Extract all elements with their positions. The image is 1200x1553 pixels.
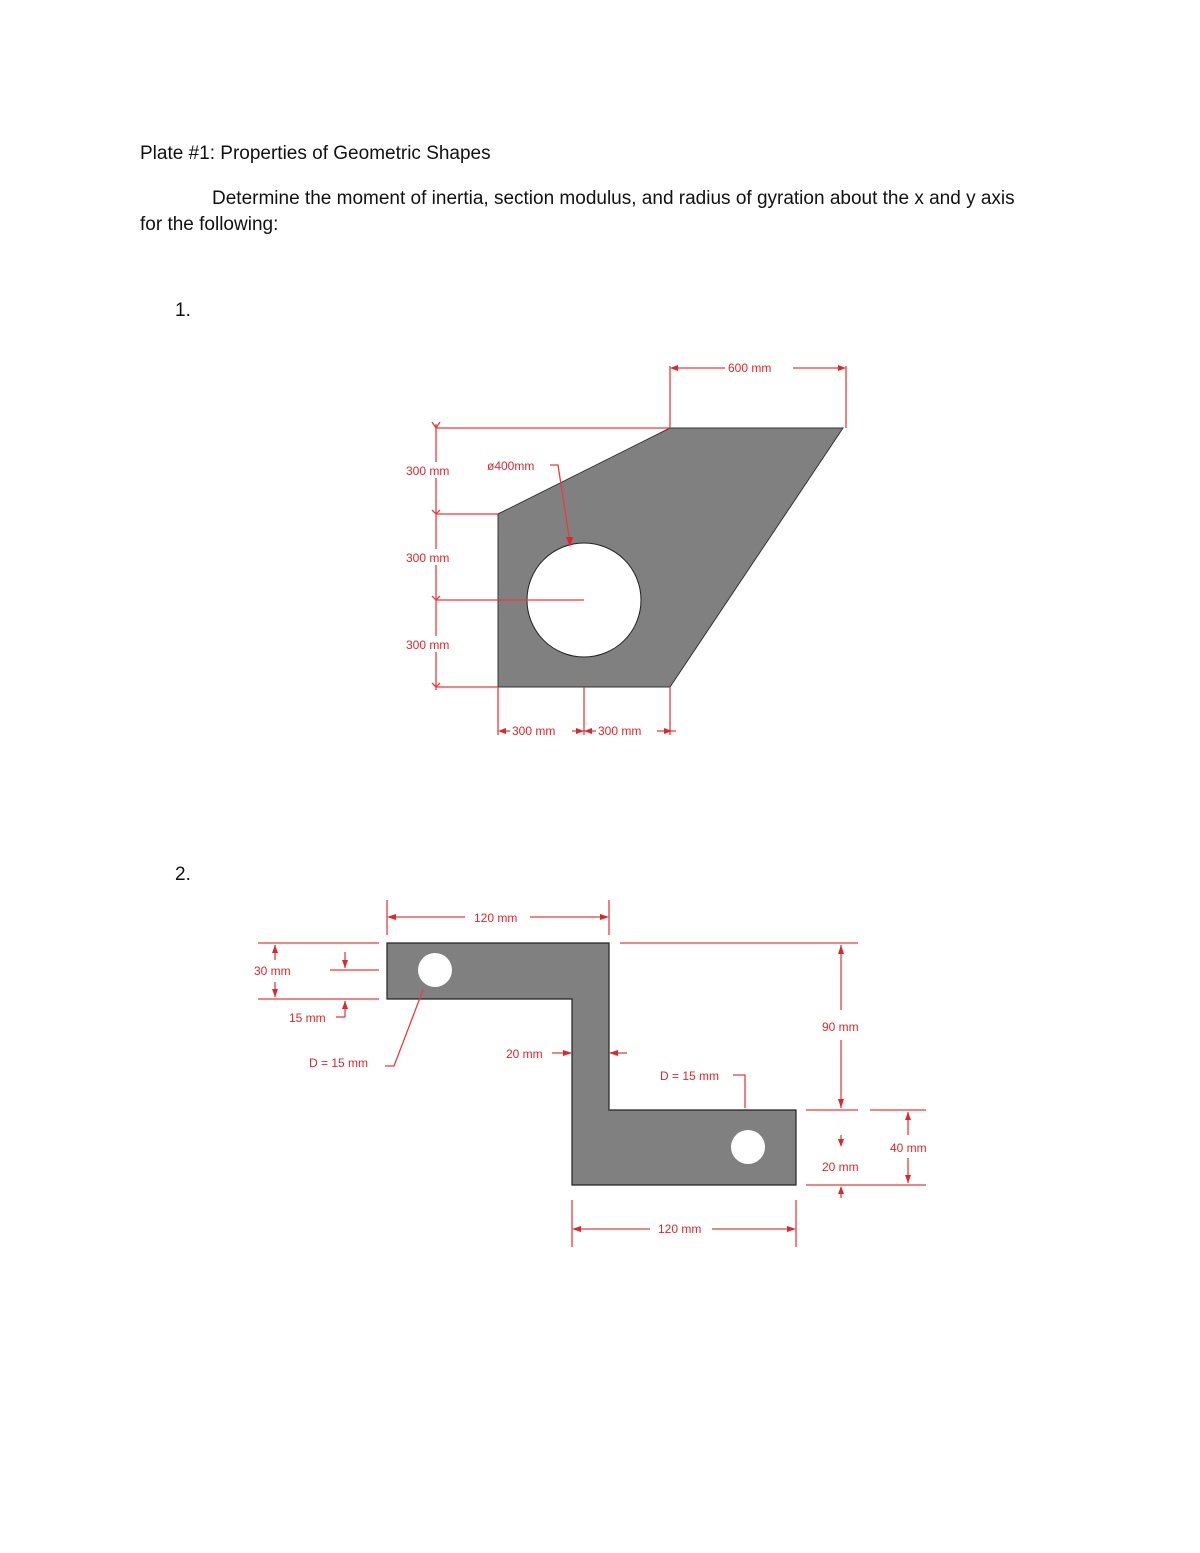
figure-2-right-height-label: 90 mm bbox=[822, 1020, 859, 1034]
figure-2-hole-left-label: D = 15 mm bbox=[309, 1056, 369, 1070]
figure-2-flange-total-label: 40 mm bbox=[890, 1141, 927, 1155]
figure-2-hole-right-callout bbox=[660, 1069, 745, 1108]
figure-1-bottom-left-label: 300 mm bbox=[512, 724, 556, 738]
figure-2-hole-right-label: D = 15 mm bbox=[660, 1069, 720, 1083]
figure-2-top-dimension bbox=[387, 900, 609, 935]
figure-2-left-height-dimension bbox=[254, 943, 379, 999]
instruction-text: Determine the moment of inertia, section modulus, and radius of gyration about the x and y axis for the following: bbox=[140, 188, 1015, 235]
figure-2-bottom-dimension bbox=[572, 1200, 796, 1247]
page-title: Plate #1: Properties of Geometric Shapes bbox=[140, 143, 491, 164]
figure-1-bottom-dimension bbox=[498, 687, 676, 738]
figure-1-height-3-label: 300 mm bbox=[406, 638, 450, 652]
problem-2-number: 2. bbox=[175, 864, 191, 885]
figure-2-hole-left-callout bbox=[309, 990, 423, 1070]
figure-1-bottom-right-label: 300 mm bbox=[598, 724, 642, 738]
figure-1-height-1-label: 300 mm bbox=[406, 464, 450, 478]
figure-2-left-height-label: 30 mm bbox=[254, 964, 291, 978]
problem-1-number: 1. bbox=[175, 300, 191, 321]
figure-1-top-dimension bbox=[670, 361, 846, 428]
figure-2-hole-offset-dimension bbox=[289, 952, 379, 1025]
figure-2-hole-right bbox=[731, 1130, 765, 1164]
figure-2-top-width-label: 120 mm bbox=[474, 911, 518, 925]
figure-1-diameter-label: ø400mm bbox=[487, 459, 535, 473]
figure-2-hole-offset-label: 15 mm bbox=[289, 1011, 326, 1025]
figure-2-right-height-dimension bbox=[620, 943, 859, 1110]
figure-2-hole-left bbox=[418, 953, 452, 987]
figure-2-bottom-offset-label: 20 mm bbox=[822, 1160, 859, 1174]
figure-2-bottom-width-label: 120 mm bbox=[658, 1222, 702, 1236]
figure-2-web-thickness-label: 20 mm bbox=[506, 1047, 543, 1061]
figure-1-top-width-label: 600 mm bbox=[728, 361, 772, 375]
figure-2-flange-dimension bbox=[806, 1110, 927, 1198]
figure-1-height-2-label: 300 mm bbox=[406, 551, 450, 565]
